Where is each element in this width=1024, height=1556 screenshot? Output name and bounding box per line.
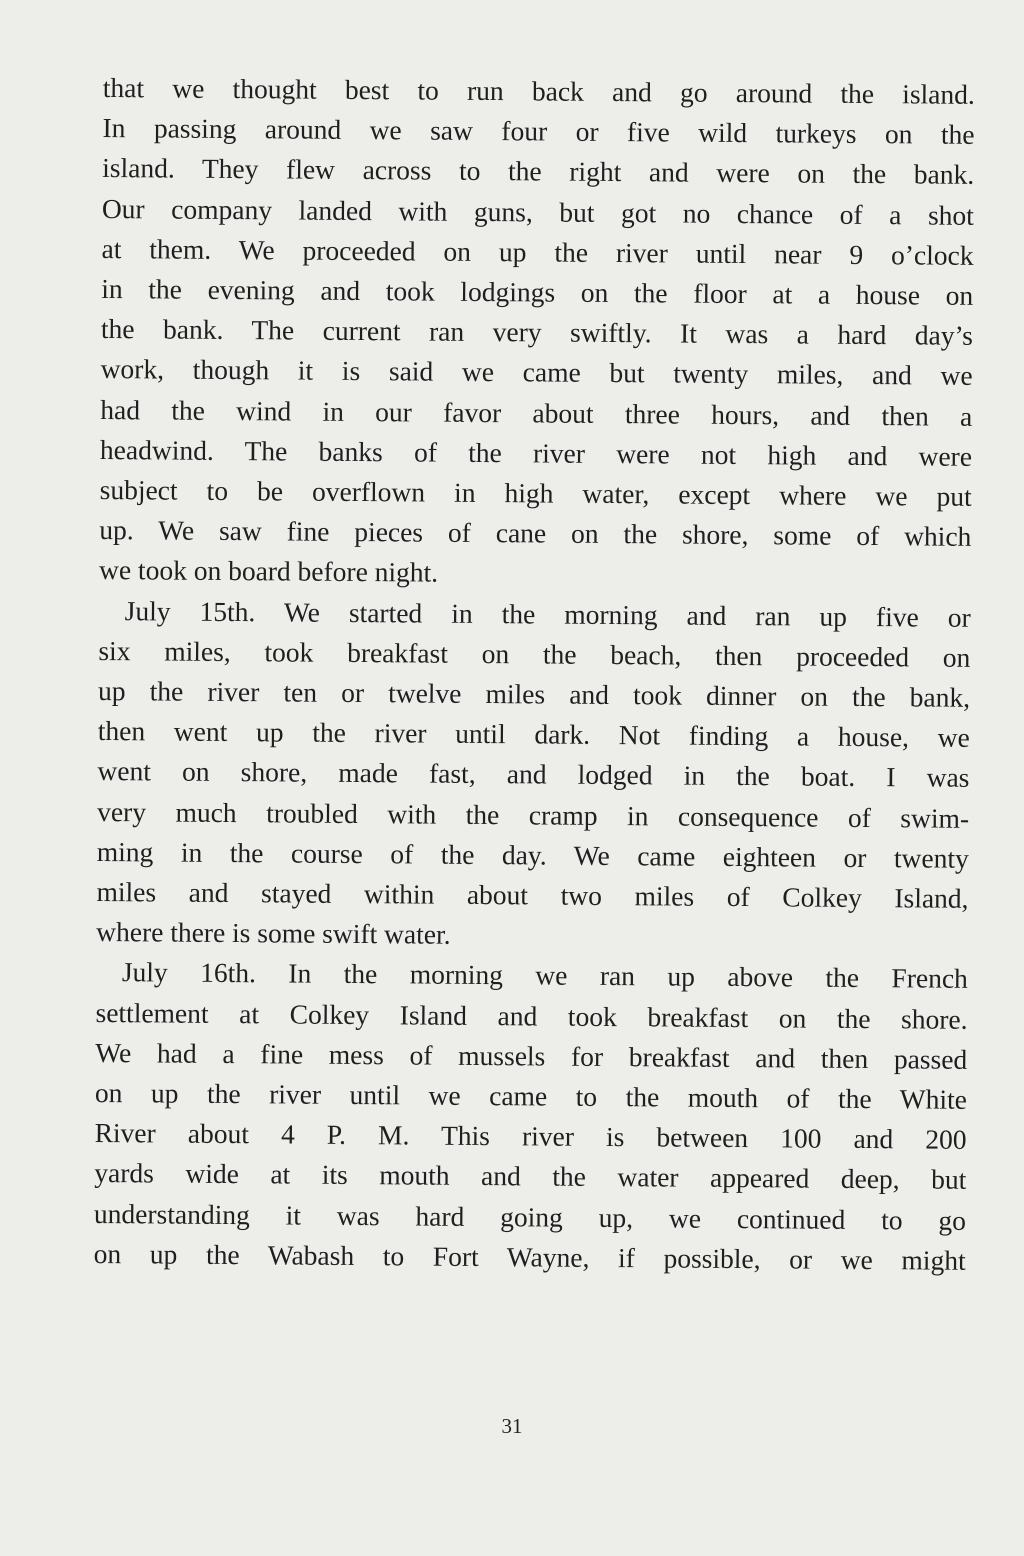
page-number: 31 [501,1414,523,1438]
text-line: very much troubled with the cramp in consequence of swim- [97,795,970,834]
text-line: miles and stayed within about two miles of Colkey Island, [96,876,969,914]
text-line: subject to be overflown in high water, except where we put [99,474,972,512]
text-line: then went up the river until dark. Not finding a house, we [97,715,970,754]
text-line: we took on board before night. [98,554,439,589]
text-line: had the wind in our favor about three hours, and then a [100,393,973,432]
text-line: at them. We proceeded on up the river until near 9 o’clock [101,232,974,271]
text-line: up the river ten or twelve miles and took dinner on the bank, [97,675,971,713]
body-text [94,68,975,1281]
text-line: River about 4 P. M. This river is between 100 and 200 [94,1117,967,1156]
text-line: ming in the course of the day. We came eighteen or twenty [96,835,969,874]
text-line: yards wide at its mouth and the water appeared deep, but [94,1157,967,1196]
text-line: settlement at Colkey Island and took breakfast on the shore. [95,996,968,1035]
text-line: July 15th. We started in the morning and ran up five or [124,594,971,633]
text-line: We had a fine mess of mussels for breakfast and then passed [95,1036,968,1075]
text-line: July 16th. In the morning we ran up above the French [121,956,968,995]
text-line: on up the Wabash to Fort Wayne, if possible, or we might [93,1237,966,1276]
text-line: up. We saw fine pieces of cane on the shore, some of which [99,514,972,553]
text-line: headwind. The banks of the river were not high and were [99,433,973,472]
text-line: six miles, took breakfast on the beach, then proceeded on [98,634,971,673]
text-line: went on shore, made fast, and lodged in the boat. I was [97,755,970,794]
text-line: island. They flew across to the right and were on the bank. [102,152,975,191]
text-line: work, though it is said we came but twenty miles, and we [100,353,973,392]
text-line: on up the river until we came to the mouth of the White [94,1077,968,1115]
text-line: the bank. The current ran very swiftly. It was a hard day’s [100,313,974,352]
text-line: that we thought best to run back and go around the island. [102,71,975,110]
text-line: In passing around we saw four or five wild turkeys on the [102,112,975,151]
text-line: in the evening and took lodgings on the floor at a house on [101,273,974,311]
text-line: where there is some swift water. [96,916,451,951]
text-line: Our company landed with guns, but got no chance of a shot [101,192,974,231]
text-line: understanding it was hard going up, we continued to go [93,1197,967,1236]
